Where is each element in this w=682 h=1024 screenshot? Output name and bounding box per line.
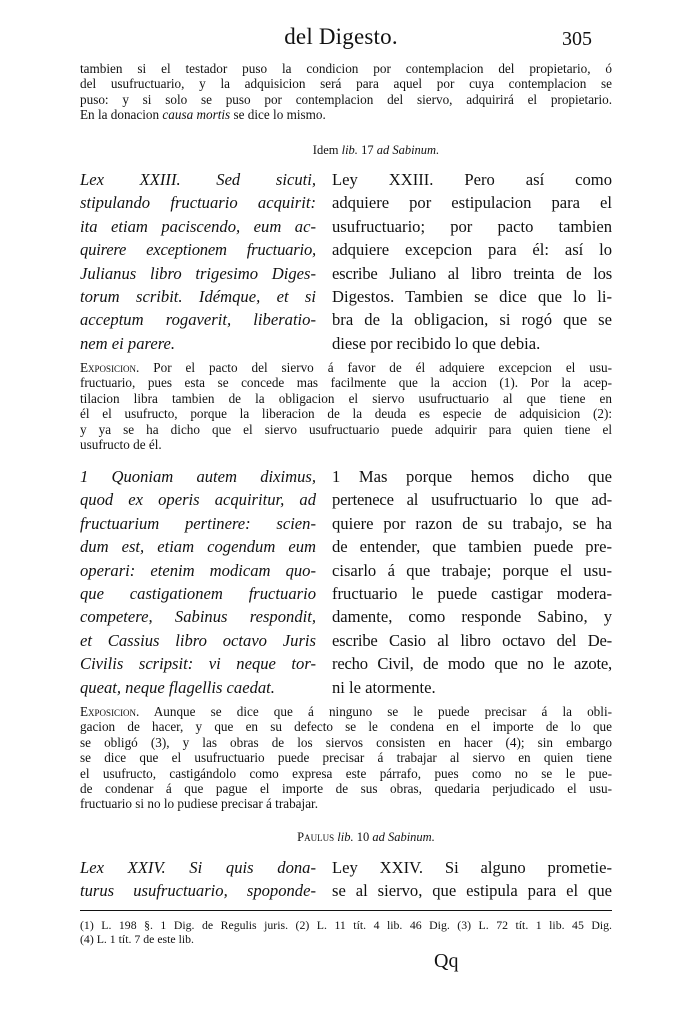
latin-line: et Cassius libro octavo Juris: [80, 630, 316, 650]
top-paragraph-line: tambien si el testador puso la condicion por contemplacion del propietario, ó: [80, 61, 612, 76]
latin-line: turus usufructuario, spoponde-: [80, 881, 316, 901]
latin-column-lex24: [80, 856, 316, 903]
latin-line: competere, Sabinus respondit,: [80, 607, 316, 627]
spanish-line: escribe Juliano al libro treinta de los: [332, 263, 612, 283]
latin-column-lex23: [80, 168, 316, 355]
exposicion-paragraph: Exposicion. Por el pacto del siervo á favor de él adquiere excepcion el usu- fructuario, pues esta se concede mas facilmente que la accion (1). Por la acep- tilacion libra tambien de la obligacion el siervo usufructuario al que tiene en él el usufructo, porque la liberacion de la deuda es especie de adquisicion (2): y ya se ha dicho que el siervo usufructuario puede adquirir para quien tiene el usufructo de él.: [80, 360, 612, 453]
footnotes: [80, 918, 612, 946]
latin-line: 1 Quoniam autem diximus,: [80, 467, 316, 486]
latin-line: Civilis scripsit: vi neque tor-: [80, 654, 316, 674]
latin-line: queat, neque flagellis caedat.: [80, 677, 275, 697]
latin-line: ita etiam paciscendo, eum ac-: [80, 216, 316, 236]
latin-line: stipulando fructuario acquirit:: [80, 193, 316, 213]
source-citation: Idem lib. 17 ad Sabinum.: [312, 143, 440, 157]
exposicion-line: él el usufructo, porque la liberacion de la deuda es especie de adquisicion (2):: [80, 406, 612, 422]
latin-line: nem ei parere.: [80, 333, 176, 353]
exposicion-line: el usufructo, castigándolo como expresa este párrafo, pues como no se le pue-: [80, 765, 612, 781]
exposicion-paragraph: Exposicion. Aunque se dice que á ninguno se le puede precisar á la obli- gacion de hacer, y que en su defecto se le condena en el importe de lo que se obligó (3), y las obras de los siervos consisten en hacer (4); sin embargo se dice que el usufructuario puede precisar á trabajar al siervo en quien tiene el usufructo, castigándolo como expresa este párrafo, pues como no se le pue- de condenar á que pague el importe de sus obras, quedaria perjudicado el usu- fructuario si no lo pudiese precisar á trabajar.: [80, 704, 612, 812]
source-citation: Paulus lib. 10 ad Sabinum.: [297, 830, 435, 844]
top-paragraph-last-line: En la donacion causa mortis se dice lo mismo.: [80, 107, 326, 123]
spanish-line: 1 Mas porque hemos dicho que: [332, 467, 612, 486]
spanish-line: quiere por razon de su trabajo, se ha: [332, 513, 612, 533]
latin-line: acceptum rogaverit, liberatio-: [80, 310, 316, 330]
spanish-column-lex24: [332, 856, 612, 903]
spanish-line: escribe Casio al libro octavo del De-: [332, 630, 612, 650]
latin-line: quod ex operis acquiritur, ad: [80, 490, 316, 510]
latin-line: torum scribit. Idémque, et si: [80, 287, 316, 307]
footnote-line: (1) L. 198 §. 1 Dig. de Regulis juris. (2) L. 11 tít. 4 lib. 46 Dig. (3) L. 72 tít. 1 lib. 45 Dig.: [80, 918, 612, 932]
latin-line: Julianus libro trigesimo Diges-: [80, 263, 316, 283]
spanish-line: adquiere excepcion para él: así lo: [332, 240, 612, 260]
top-paragraph-line: puso: y si solo se puso por contemplacion del siervo, adquirirá el propietario.: [80, 91, 612, 107]
spanish-line: se al siervo, que estipula para el que: [332, 881, 612, 901]
running-head-title: del Digesto.: [284, 24, 398, 49]
signature-mark: Qq: [434, 950, 459, 972]
spanish-line: usufructuario; por pacto tambien: [332, 216, 612, 236]
exposicion-line: de condenar á que pague el importe de sus obras, quedaria perjudicado el usu-: [80, 781, 612, 797]
top-paragraph-line: del usufructuario, y la adquisicion será para aquel por cuya contemplacion se: [80, 76, 612, 92]
latin-line: fructuarium pertinere: scien-: [80, 513, 316, 533]
spanish-line: damente, como responde Sabino, y: [332, 607, 612, 627]
exposicion-label: Exposicion.: [80, 360, 140, 375]
spanish-line: Ley XXIII. Pero así como: [332, 170, 612, 189]
latin-line: que castigationem fructuario: [80, 584, 316, 604]
latin-line: operari: etenim modicam quo-: [80, 560, 316, 580]
latin-line: Lex XXIII. Sed sicuti,: [80, 170, 316, 189]
exposicion-line: tilacion libra tambien de la obligacion el siervo usufructuario al que tiene en: [80, 390, 612, 406]
exposicion-label: Exposicion.: [80, 704, 140, 719]
latin-line: quirere exceptionem fructuario,: [80, 240, 316, 260]
exposicion-line: usufructo de él.: [80, 437, 162, 453]
spanish-line: de entender, que tambien puede pre-: [332, 537, 612, 557]
spanish-line: Ley XXIV. Si alguno prometie-: [332, 858, 612, 877]
latin-line: dum est, etiam cogendum eum: [80, 537, 316, 557]
spanish-line: recho Civil, de modo que no le azote,: [332, 654, 612, 674]
spanish-line: ni le atormente.: [332, 677, 436, 697]
spanish-line: adquiere por estipulacion para el: [332, 193, 612, 213]
footnote-rule: [80, 910, 612, 911]
spanish-column-section1: [332, 465, 612, 699]
spanish-column-lex23: [332, 168, 612, 355]
spanish-line: Digestos. Tambien se dice que lo li-: [332, 287, 612, 307]
exposicion-line: y ya se ha dicho que el siervo usufructuario puede adquirir para quien tiene el: [80, 421, 612, 437]
exposicion-line: fructuario si no lo pudiese precisar á trabajar.: [80, 796, 319, 812]
footnote-line: (4) L. 1 tít. 7 de este lib.: [80, 932, 195, 946]
exposicion-line: fructuario, pues esta se concede mas facilmente que la accion (1). Por la acep-: [80, 375, 612, 391]
exposicion-line: se obligó (3), y las obras de los siervos consisten en hacer (4); sin embargo: [80, 734, 612, 750]
exposicion-line: gacion de hacer, y que en su defecto se le condena en el importe de lo que: [80, 719, 612, 735]
spanish-line: pertenece al usufructuario lo que ad-: [332, 490, 612, 510]
page-number: 305: [562, 28, 592, 50]
spanish-line: bra de la obligacion, si rogó que se: [332, 310, 612, 330]
latin-column-section1: [80, 465, 316, 699]
latin-line: Lex XXIV. Si quis dona-: [80, 858, 316, 877]
exposicion-line: se dice que el usufructuario puede precisar á trabajar al siervo en quien tiene: [80, 750, 612, 766]
spanish-line: fructuario le puede castigar modera-: [332, 584, 612, 604]
spanish-line: diese por recibido lo que debia.: [332, 333, 541, 353]
spanish-line: cisarlo á que trabaje; porque el usu-: [332, 560, 612, 580]
top-paragraph: [80, 61, 612, 123]
